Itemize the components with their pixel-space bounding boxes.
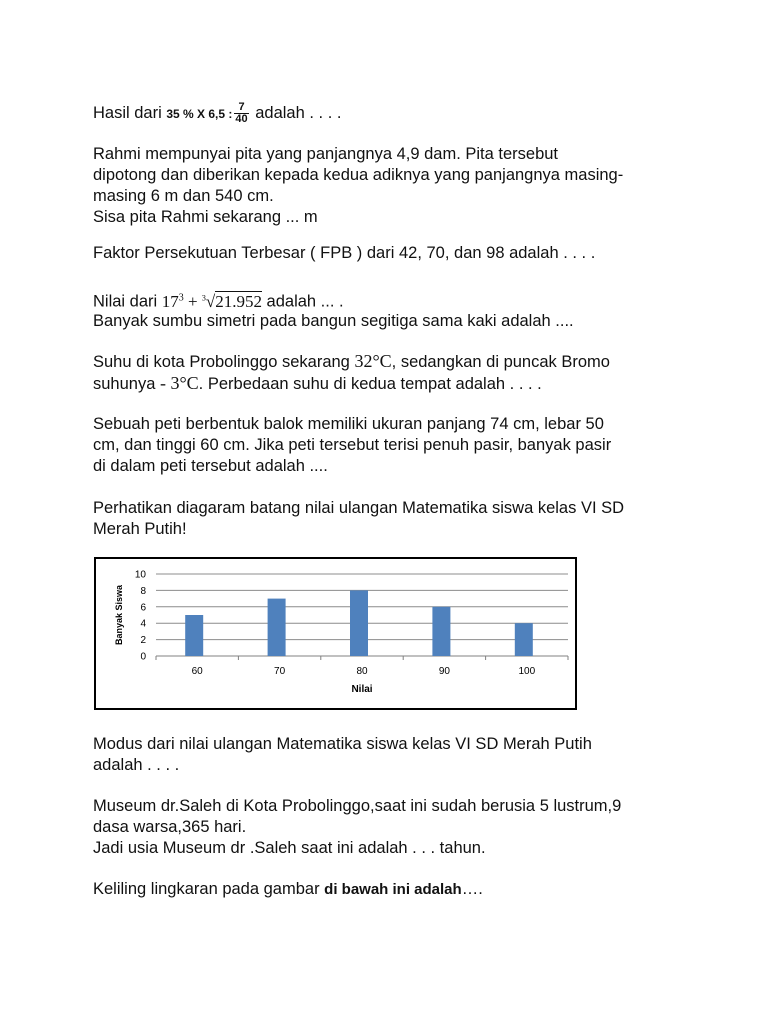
q4-prefix: Nilai dari bbox=[93, 292, 162, 311]
bar-70 bbox=[268, 599, 286, 656]
bar-100 bbox=[515, 623, 533, 656]
q6-temp2: - 3°C bbox=[159, 373, 199, 393]
q1-fraction-numerator: 7 bbox=[234, 102, 248, 114]
q1-expression: 35 % X 6,5 : bbox=[166, 106, 233, 121]
q2-line3: masing 6 m dan 540 cm. bbox=[93, 187, 274, 205]
q1-fraction-denominator: 40 bbox=[235, 113, 248, 125]
q11-prefix: Keliling lingkaran pada gambar bbox=[93, 880, 325, 898]
q4-root-index: 3 bbox=[201, 293, 206, 302]
q4-root-value: 21.952 bbox=[215, 291, 262, 311]
x-tick-label: 90 bbox=[438, 666, 450, 677]
q1-fraction bbox=[234, 102, 248, 125]
q2-line2: dipotong dan diberikan kepada kedua adiknya yang panjangnya masing- bbox=[93, 166, 624, 184]
y-tick-label: 0 bbox=[140, 651, 146, 663]
question-1 bbox=[93, 102, 341, 125]
q2-line1: Rahmi mempunyai pita yang panjangnya 4,9 dam. Pita tersebut bbox=[93, 145, 559, 163]
q10-line2: dasa warsa,365 hari. bbox=[93, 818, 247, 836]
q6-line2 bbox=[93, 373, 542, 394]
bar-80 bbox=[350, 590, 368, 656]
y-tick-label: 2 bbox=[140, 635, 146, 647]
q6-temp1: 32°C bbox=[354, 351, 392, 371]
q11-suffix: …. bbox=[461, 880, 483, 898]
q9-line1: Modus dari nilai ulangan Matematika siswa kelas VI SD Merah Putih bbox=[93, 735, 592, 753]
q7-line3: di dalam peti tersebut adalah .... bbox=[93, 457, 328, 475]
q9-line2: adalah . . . . bbox=[93, 756, 180, 774]
q6-line2-prefix: suhunya bbox=[93, 375, 160, 393]
q2-line4: Sisa pita Rahmi sekarang ... m bbox=[93, 208, 318, 226]
q4-exponent: 3 bbox=[178, 292, 184, 303]
q10-line1: Museum dr.Saleh di Kota Probolinggo,saat ini sudah berusia 5 lustrum,9 bbox=[93, 797, 622, 815]
bar-90 bbox=[432, 607, 450, 656]
y-tick-label: 4 bbox=[140, 618, 146, 630]
y-tick-label: 10 bbox=[134, 569, 146, 581]
x-axis-label: Nilai bbox=[351, 684, 373, 695]
q4-plus: + bbox=[183, 291, 202, 311]
q6-line2-suffix: . Perbedaan suhu di kedua tempat adalah . . . . bbox=[198, 375, 542, 393]
q7-line1: Sebuah peti berbentuk balok memiliki ukuran panjang 74 cm, lebar 50 bbox=[93, 415, 604, 433]
q4-expression bbox=[162, 292, 262, 311]
q5-text: Banyak sumbu simetri pada bangun segitiga sama kaki adalah .... bbox=[93, 312, 574, 330]
y-tick-label: 6 bbox=[140, 602, 146, 614]
x-tick-label: 70 bbox=[274, 666, 286, 677]
question-11 bbox=[93, 879, 483, 900]
q6-line1-suffix: , sedangkan di puncak Bromo bbox=[391, 353, 610, 371]
q4-suffix: adalah ... . bbox=[261, 292, 344, 311]
y-axis-label: Banyak Siswa bbox=[114, 584, 124, 646]
x-tick-label: 80 bbox=[356, 666, 368, 677]
bar-chart bbox=[94, 557, 577, 710]
y-tick-label: 8 bbox=[140, 585, 146, 597]
question-4 bbox=[93, 288, 344, 312]
q11-bold: di bawah ini adalah bbox=[324, 881, 462, 898]
q6-line1 bbox=[93, 351, 610, 372]
q10-line3: Jadi usia Museum dr .Saleh saat ini adalah . . . tahun. bbox=[93, 839, 486, 857]
q1-suffix: adalah . . . . bbox=[250, 103, 342, 122]
bar-chart-svg bbox=[96, 559, 575, 708]
q7-line2: cm, dan tinggi 60 cm. Jika peti tersebut terisi penuh pasir, banyak pasir bbox=[93, 436, 612, 454]
x-tick-label: 60 bbox=[191, 666, 203, 677]
q8-line2: Merah Putih! bbox=[93, 520, 187, 538]
bar-60 bbox=[185, 615, 203, 656]
q8-line1: Perhatikan diagaram batang nilai ulangan Matematika siswa kelas VI SD bbox=[93, 499, 625, 517]
q4-base: 17 bbox=[161, 291, 179, 311]
radical-icon: √ bbox=[205, 291, 216, 311]
q3-text: Faktor Persekutuan Terbesar ( FPB ) dari 42, 70, dan 98 adalah . . . . bbox=[93, 244, 596, 262]
q1-prefix: Hasil dari bbox=[93, 103, 167, 122]
x-tick-label: 100 bbox=[518, 666, 536, 677]
q6-line1-prefix: Suhu di kota Probolinggo sekarang bbox=[93, 353, 355, 371]
